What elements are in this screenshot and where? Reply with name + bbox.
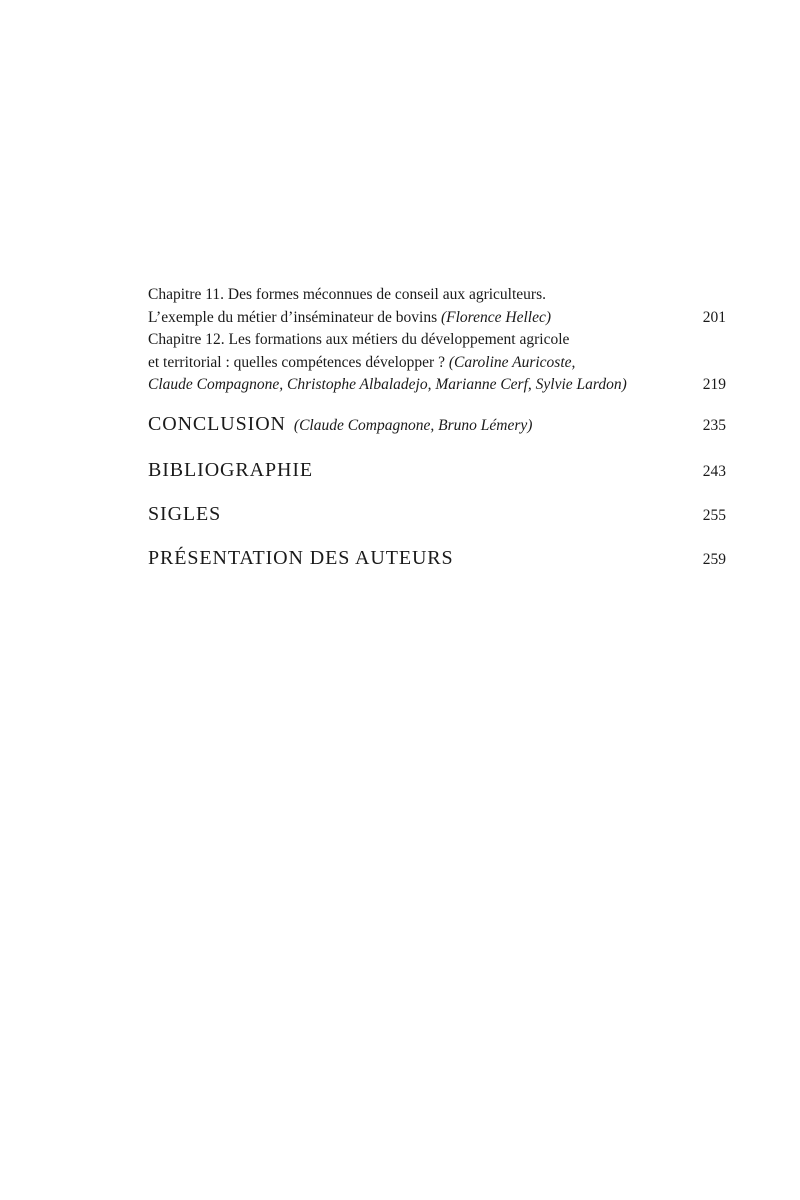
toc-page-number: 235 xyxy=(702,416,726,434)
toc-entry-sigles[interactable] xyxy=(148,501,726,545)
toc-section-label-group xyxy=(148,457,726,483)
toc-entry-line xyxy=(148,307,668,330)
toc-section-label: BIBLIOGRAPHIE xyxy=(148,458,314,481)
toc-entry-line: Chapitre 11. Des formes méconnues de conseil aux agriculteurs. xyxy=(148,286,546,303)
toc-entry-line: Chapitre 12. Les formations aux métiers du développement agricole xyxy=(148,331,570,348)
toc-entry-line xyxy=(148,352,668,375)
toc-section-label: PRÉSENTATION DES AUTEURS xyxy=(148,546,454,569)
toc-entry-conclusion[interactable] xyxy=(148,411,726,457)
toc-entry-line xyxy=(148,374,668,397)
toc-page-number: 219 xyxy=(702,376,726,393)
toc-entry-chapter-11[interactable] xyxy=(148,284,726,329)
toc-entry-bibliographie[interactable] xyxy=(148,457,726,501)
toc-section-label-group xyxy=(148,411,726,439)
toc-page-number: 259 xyxy=(702,550,726,568)
toc-page-number: 243 xyxy=(702,462,726,480)
toc-section-label-group xyxy=(148,501,726,527)
toc-line-authors: Claude Compagnone, Christophe Albaladejo, Marianne Cerf, Sylvie Lardon) xyxy=(148,376,627,393)
toc-section-authors: (Claude Compagnone, Bruno Lémery) xyxy=(293,416,533,434)
toc-section-label-group xyxy=(148,545,726,571)
toc-entry-text xyxy=(148,329,668,397)
toc-line-authors: (Florence Hellec) xyxy=(441,308,552,326)
toc-page-number: 201 xyxy=(702,308,726,326)
toc-entry-chapter-12[interactable] xyxy=(148,329,726,397)
toc-entry-text xyxy=(148,284,668,329)
toc-section-label: SIGLES xyxy=(148,502,222,525)
toc-line-text: et territorial : quelles compétences développer ? xyxy=(148,353,449,371)
toc-line-text: L’exemple du métier d’inséminateur de bovins xyxy=(148,308,441,326)
toc-line-authors: (Caroline Auricoste, xyxy=(448,353,576,371)
toc-entry-presentation-des-auteurs[interactable] xyxy=(148,545,726,585)
table-of-contents xyxy=(148,284,726,585)
toc-page-number: 255 xyxy=(702,506,726,524)
toc-section-label: CONCLUSION xyxy=(148,412,286,435)
